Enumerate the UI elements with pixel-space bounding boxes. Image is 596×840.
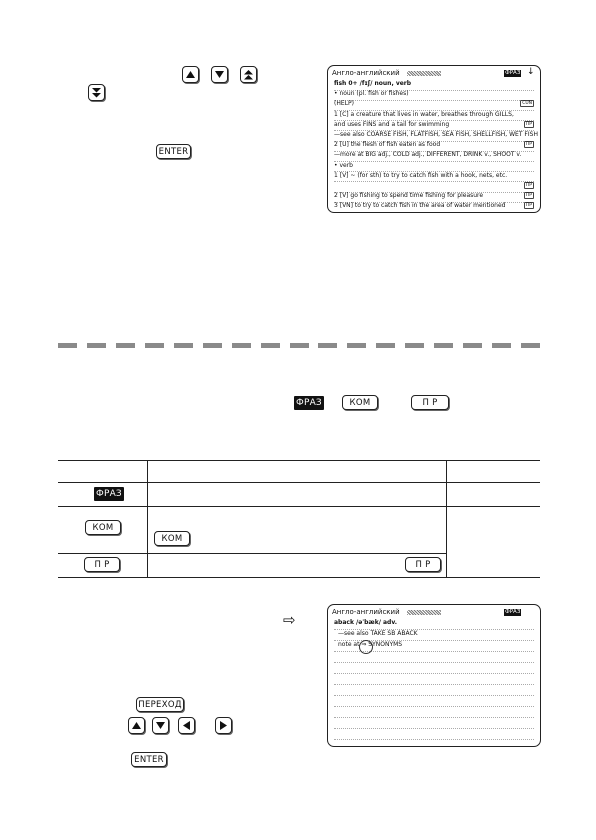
- left-arrow-key: [178, 717, 195, 734]
- line-tag: CUN: [522, 101, 532, 107]
- phrase-badge: ФРАЗ: [505, 70, 521, 76]
- screen-line-text: 1 [C] a creature that lives in water, breathes through GILLS,: [334, 110, 514, 118]
- up-triangle-icon: [186, 71, 195, 78]
- screen-line-text: fish 0+ /fɪʃ/ noun, verb: [334, 80, 412, 87]
- screen-line: —see also TAKE SB ABACK: [334, 629, 534, 641]
- down-triangle-icon: [156, 722, 165, 729]
- left-triangle-icon: [183, 721, 190, 730]
- line-tag: ПР: [525, 121, 532, 127]
- up-triangle-icon: [132, 722, 141, 729]
- screen-line: [334, 695, 534, 707]
- dashed-divider: [58, 343, 540, 348]
- right-triangle-icon: [220, 721, 227, 730]
- double-down-triangle-icon: [92, 88, 101, 98]
- screen-line-text: (HELP): [334, 100, 354, 108]
- table-pr-right-key: П Р: [405, 557, 441, 572]
- screen-title: Англо-английский: [332, 608, 400, 616]
- screen-line-text: —see also COARSE FISH, FLATFISH, SEA FISH, SHELLFISH, WET FISH: [334, 131, 538, 138]
- table-pr-key: П Р: [84, 557, 120, 572]
- screen-line: [334, 684, 534, 696]
- screen-line-text: and uses FINS and a tail for swimming: [334, 120, 450, 128]
- up-arrow-key: [182, 66, 199, 83]
- page-down-key: [88, 84, 105, 101]
- screen-line: [334, 662, 534, 674]
- right-arrow-icon: ⇨: [283, 611, 296, 629]
- dictionary-screen-aback: [327, 604, 541, 747]
- screen-line: [334, 651, 534, 663]
- screen-line-text: 2 [V] go fishing to spend time fishing for pleasure: [334, 192, 484, 200]
- screen-line: [334, 717, 534, 729]
- screen-line-text: —more at BIG adj., COLD adj., DIFFERENT, DRINK v., SHOOT v.: [334, 151, 522, 159]
- enter-key: ENTER: [131, 752, 167, 767]
- screen-line: aback /əˈbæk/ adv.: [334, 618, 534, 630]
- double-up-triangle-icon: [244, 70, 253, 80]
- dictionary-screen-fish: [327, 65, 541, 213]
- title-hatch: [407, 610, 441, 615]
- screen-line: [334, 706, 534, 718]
- kom-key: КОМ: [342, 395, 378, 410]
- phrase-badge: ФРАЗ: [505, 609, 521, 615]
- down-triangle-icon: [215, 71, 224, 78]
- table-kom-inline-key: КОМ: [154, 531, 190, 546]
- down-arrow-key: [152, 717, 169, 734]
- screen-line: [334, 728, 534, 740]
- line-tag: ПР: [525, 193, 532, 199]
- enter-key: ENTER: [156, 144, 191, 159]
- right-arrow-key: [215, 717, 232, 734]
- phrase-badge: ФРАЗ: [296, 398, 322, 408]
- line-tag: ПР: [525, 142, 532, 148]
- down-arrow-key: [211, 66, 228, 83]
- screen-line-text: 3 [VN] to try to catch fish in the area of water mentioned: [334, 202, 506, 210]
- up-arrow-key: [128, 717, 145, 734]
- screen-line-text: 2 [U] the flesh of fish eaten as food: [334, 141, 441, 149]
- jump-key: ПЕРЕХОД: [136, 697, 184, 712]
- screen-line-text: 1 [V] ~ (for sth) to try to catch fish with a hook, nets, etc.: [334, 171, 508, 179]
- screen-line-text: • noun (pl. fish or fishes): [334, 90, 409, 98]
- title-hatch: [407, 71, 441, 76]
- screen-line: [334, 673, 534, 685]
- page-up-key: [240, 66, 257, 83]
- screen-line-text: • verb: [334, 161, 353, 169]
- line-tag: ПР: [525, 183, 532, 188]
- scroll-down-icon: ↓: [527, 67, 535, 77]
- table-kom-key: КОМ: [85, 520, 121, 535]
- pr-key: П Р: [411, 395, 449, 410]
- line-tag: ПР: [525, 203, 532, 209]
- screen-line: [334, 201, 534, 213]
- screen-line: note at ⇒ SYNONYMS: [334, 640, 534, 652]
- screen-title: Англо-английский: [332, 69, 400, 77]
- table-phrase-badge: ФРАЗ: [96, 489, 122, 499]
